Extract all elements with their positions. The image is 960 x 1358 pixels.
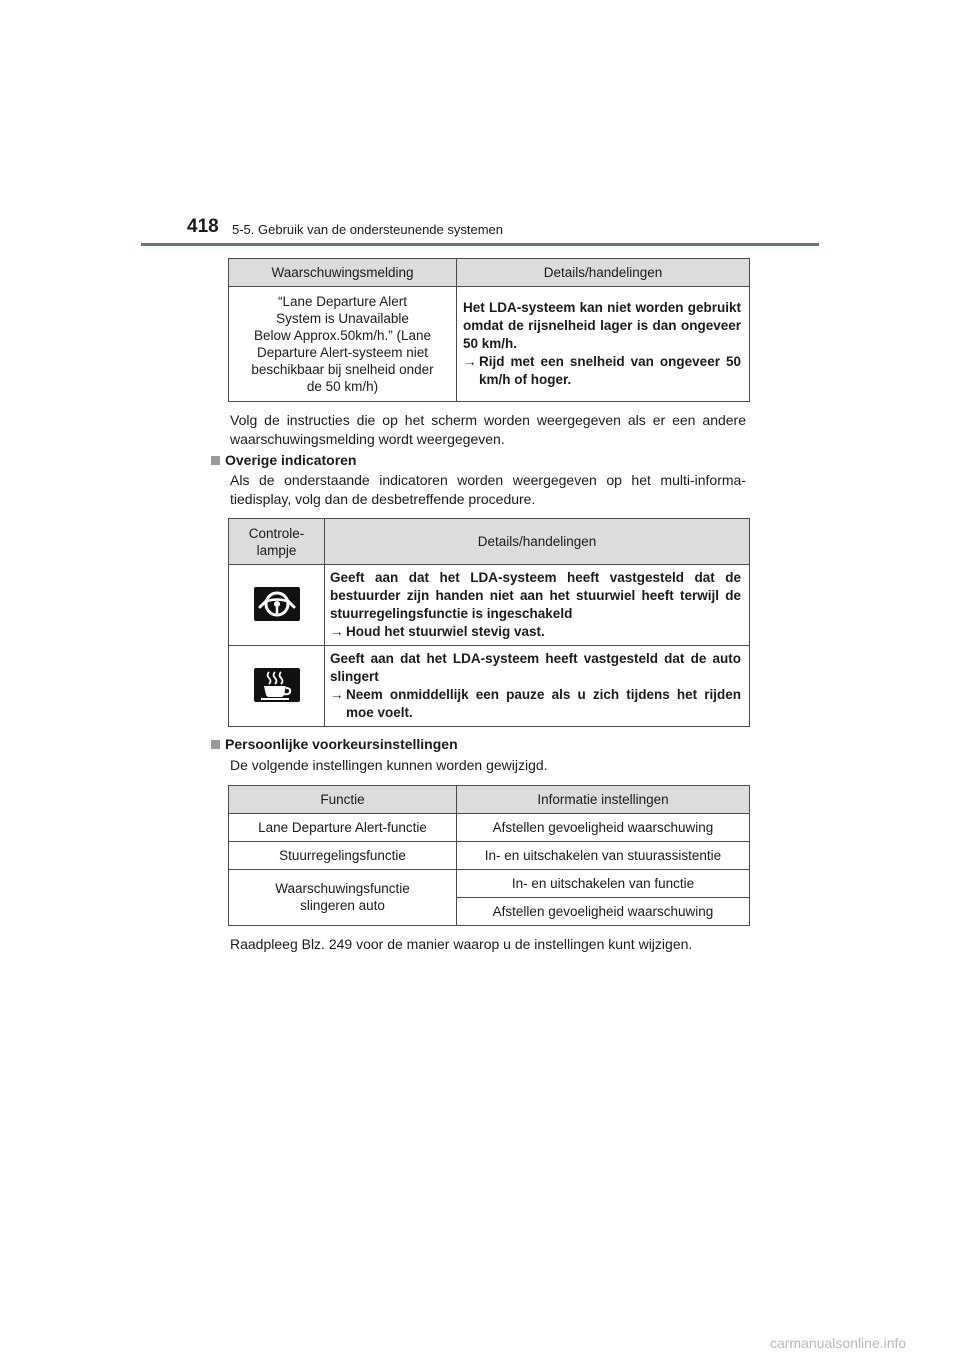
section-heading-text: Overige indicatoren bbox=[225, 452, 357, 468]
arrow-icon: → bbox=[330, 687, 344, 702]
header-divider bbox=[141, 243, 819, 246]
col-header-function: Functie bbox=[229, 786, 457, 814]
section-heading-indicators bbox=[211, 452, 356, 468]
col-header-details: Details/handelingen bbox=[325, 519, 750, 565]
page-number: 418 bbox=[187, 216, 219, 237]
warning-details-cell bbox=[457, 287, 750, 402]
message-line: de 50 km/h) bbox=[306, 379, 379, 394]
indicator-details-text: Geeft aan dat het LDA-systeem heeft vastgesteld dat de auto slingert bbox=[330, 651, 741, 684]
coffee-cup-icon bbox=[254, 668, 300, 702]
header-line: lampje bbox=[256, 542, 297, 558]
settings-info-cell: Afstellen gevoeligheid waarschuwing bbox=[457, 814, 750, 842]
indicator-details-text: Geeft aan dat het LDA-systeem heeft vastgesteld dat de bestuurder zijn handen niet aan het stuurwiel heeft terwijl de stuurregelingsfunctie is ingeschakeld bbox=[330, 570, 741, 621]
message-line: “Lane Departure Alert bbox=[277, 294, 408, 309]
settings-row bbox=[229, 870, 750, 898]
message-line: Departure Alert-systeem niet bbox=[256, 345, 429, 360]
indicator-table bbox=[228, 518, 750, 727]
header-line: Controle- bbox=[248, 525, 305, 541]
section-title: 5-5. Gebruik van de ondersteunende systemen bbox=[232, 222, 504, 237]
settings-row bbox=[229, 842, 750, 870]
section-heading-preferences bbox=[211, 736, 458, 752]
indicator-action-text: Neem onmiddellijk een pauze als u zich tijdens het rijden moe voelt. bbox=[346, 687, 741, 720]
message-line: Below Approx.50km/h.” (Lane bbox=[253, 328, 432, 343]
preferences-intro: De volgende instellingen kunnen worden gewijzigd. bbox=[230, 757, 548, 773]
function-line: slingeren auto bbox=[300, 898, 385, 913]
function-cell: Lane Departure Alert-functie bbox=[229, 814, 457, 842]
settings-info-cell: In- en uitschakelen van functie bbox=[457, 870, 750, 898]
warning-action-text: Rijd met een snelheid van ongeveer 50 km/h of hoger. bbox=[479, 354, 741, 387]
warning-message-table bbox=[228, 258, 750, 402]
arrow-icon: → bbox=[463, 354, 477, 369]
function-line: Waarschuwingsfunctie bbox=[275, 881, 410, 896]
section-heading-text: Persoonlijke voorkeursinstellingen bbox=[225, 736, 458, 752]
instructions-paragraph: Volg de instructies die op het scherm worden weergegeven als er een andere waarschuwingsmelding wordt weergegeven. bbox=[230, 412, 746, 447]
settings-info-cell: Afstellen gevoeligheid waarschuwing bbox=[457, 898, 750, 926]
indicator-action bbox=[330, 623, 741, 641]
indicator-details-cell bbox=[325, 646, 750, 727]
col-header-settings-info: Informatie instellingen bbox=[457, 786, 750, 814]
col-header-warning-message: Waarschuwingsmelding bbox=[229, 259, 457, 287]
settings-row bbox=[229, 814, 750, 842]
function-cell bbox=[229, 870, 457, 926]
arrow-icon: → bbox=[330, 624, 344, 639]
indicators-intro: Als de onderstaande indicatoren worden weergegeven op het multi-informatiedisplay, volg dan de desbetreffende procedure. bbox=[230, 472, 746, 507]
indicator-action-text: Houd het stuurwiel stevig vast. bbox=[346, 624, 545, 639]
warning-action bbox=[463, 353, 741, 389]
message-line: beschikbaar bij snelheid onder bbox=[251, 362, 434, 377]
warning-details-text: Het LDA-systeem kan niet worden gebruikt omdat de rijsnelheid lager is dan ongeveer 50 km/h. bbox=[463, 300, 741, 351]
col-header-indicator-lamp bbox=[229, 519, 325, 565]
watermark: carmanualsonline.info bbox=[770, 1335, 907, 1351]
warning-message-cell bbox=[229, 287, 457, 402]
bullet-square-icon bbox=[211, 740, 220, 749]
steering-wheel-hands-icon bbox=[254, 587, 300, 621]
bullet-square-icon bbox=[211, 456, 220, 465]
settings-table bbox=[228, 785, 750, 926]
function-cell: Stuurregelingsfunctie bbox=[229, 842, 457, 870]
col-header-details: Details/handelingen bbox=[457, 259, 750, 287]
message-line: System is Unavailable bbox=[276, 311, 409, 326]
indicator-icon-cell bbox=[229, 565, 325, 646]
indicator-action bbox=[330, 686, 741, 722]
indicator-details-cell bbox=[325, 565, 750, 646]
reference-paragraph: Raadpleeg Blz. 249 voor de manier waarop u de instellingen kunt wijzigen. bbox=[230, 936, 693, 952]
settings-info-cell: In- en uitschakelen van stuurassistentie bbox=[457, 842, 750, 870]
indicator-icon-cell bbox=[229, 646, 325, 727]
